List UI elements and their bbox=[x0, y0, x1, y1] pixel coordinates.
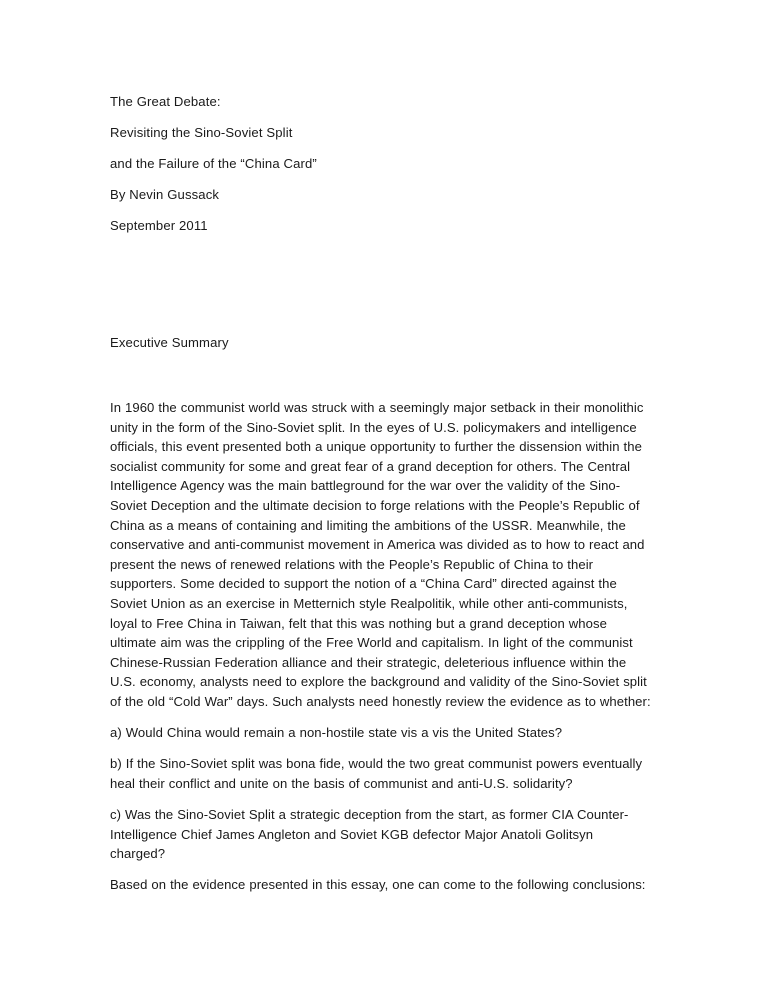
title-line-subtitle-continued: and the Failure of the “China Card” bbox=[110, 156, 317, 171]
question-item-b: b) If the Sino-Soviet split was bona fide, would the two great communist powers eventually heal their conflict and unite on the basis of communist and anti-U.S. solidarity? bbox=[110, 756, 643, 791]
document-body bbox=[110, 86, 651, 895]
paragraph-conclusions-lead: Based on the evidence presented in this essay, one can come to the following conclusions: bbox=[110, 877, 646, 893]
date-line: September 2011 bbox=[110, 218, 208, 233]
author-line: By Nevin Gussack bbox=[110, 187, 220, 202]
title-block bbox=[110, 86, 651, 241]
title-line-subtitle: Revisiting the Sino-Soviet Split bbox=[110, 125, 293, 140]
question-item-c: c) Was the Sino-Soviet Split a strategic deception from the start, as former CIA Counter-Intelligence Chief James Angleton and Soviet KGB defector Major Anatoli Golitsyn charged? bbox=[110, 807, 629, 862]
paragraph-intro: In 1960 the communist world was struck with a seemingly major setback in their monolithic unity in the form of the Sino-Soviet split. In the eyes of U.S. policymakers and intelligence officials, this event presented both a unique opportunity to further the dissension within the socialist community for some and great fear of a grand deception for others. The Central Intelligence Agency was the main battleground for the war over the validity of the Sino-Soviet Deception and the ultimate decision to forge relations with the People’s Republic of China as a means of containing and limiting the ambitions of the USSR. Meanwhile, the conservative and anti-communist movement in America was divided as to how to react and present the news of renewed relations with the People’s Republic of China to their supporters. Some decided to support the notion of a “China Card” directed against the Soviet Union as an exercise in Metternich style Realpolitik, while other anti-communists, loyal to Free China in Taiwan, felt that this was nothing but a grand deception whose ultimate aim was the crippling of the Free World and capitalism. In light of the communist Chinese-Russian Federation alliance and their strategic, deleterious influence within the U.S. economy, analysts need to explore the background and validity of the Sino-Soviet split of the old “Cold War” days. Such analysts need honestly review the evidence as to whether: bbox=[110, 400, 651, 709]
section-heading-executive-summary: Executive Summary bbox=[110, 335, 229, 350]
heading-body-spacer bbox=[110, 352, 651, 398]
question-item-a: a) Would China would remain a non-hostile state vis a vis the United States? bbox=[110, 725, 563, 741]
title-section-spacer bbox=[110, 241, 651, 334]
title-line-main: The Great Debate: bbox=[110, 94, 221, 109]
